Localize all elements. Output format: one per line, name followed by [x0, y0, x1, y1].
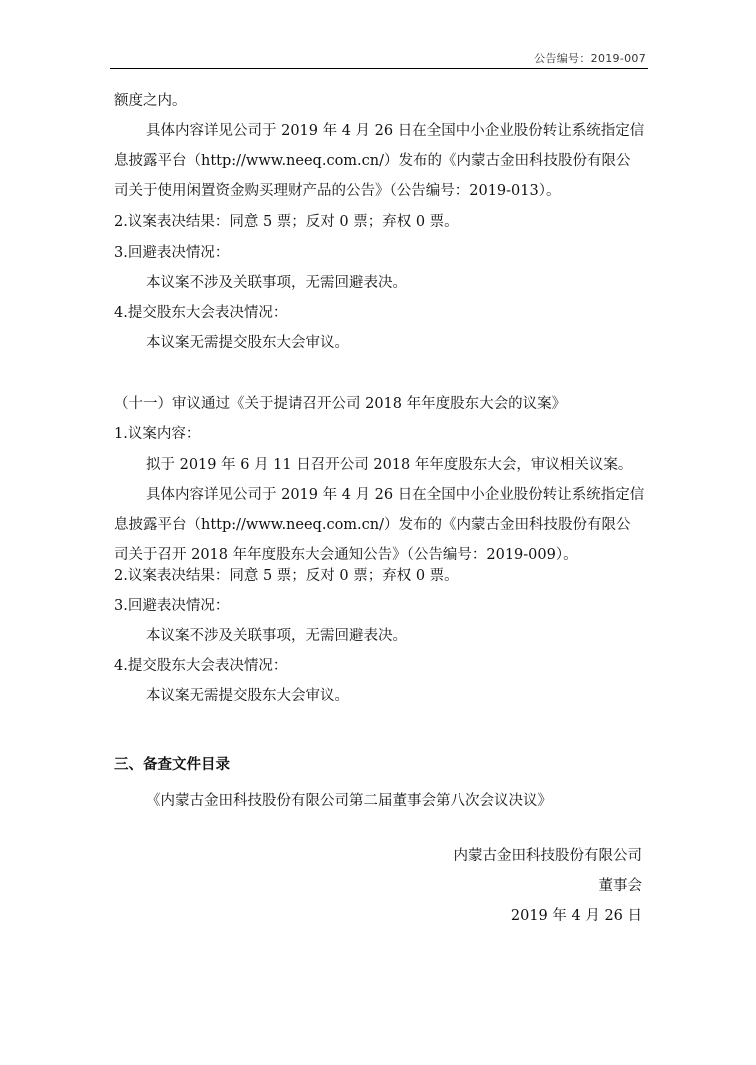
detail-line: 息披露平台（http://www.neeq.com.cn/）发布的《内蒙古金田科技股份有限公	[114, 153, 631, 169]
submit-title: 4.提交股东大会表决情况：	[114, 305, 288, 321]
company-name: 内蒙古金田科技股份有限公司	[453, 848, 642, 864]
announcement-number: 公告编号：2019-007	[534, 52, 646, 65]
submit-title: 4.提交股东大会表决情况：	[114, 658, 288, 674]
content-text: 拟于 2019 年 6 月 11 日召开公司 2018 年年度股东大会，审议相关议案。	[146, 457, 633, 473]
submit-text: 本议案无需提交股东大会审议。	[146, 335, 349, 351]
vote-result: 2.议案表决结果：同意 5 票；反对 0 票；弃权 0 票。	[114, 214, 459, 230]
detail-line: 司关于使用闲置资金购买理财产品的公告》（公告编号：2019-013）。	[114, 183, 561, 199]
detail-line: 息披露平台（http://www.neeq.com.cn/）发布的《内蒙古金田科技股份有限公	[114, 517, 631, 533]
recusal-text: 本议案不涉及关联事项，无需回避表决。	[146, 628, 407, 644]
paragraph-line: 额度之内。	[114, 93, 187, 109]
submit-text: 本议案无需提交股东大会审议。	[146, 688, 349, 704]
section-title: （十一）审议通过《关于提请召开公司 2018 年年度股东大会的议案》	[114, 396, 567, 412]
header-divider	[110, 68, 648, 69]
recusal-text: 本议案不涉及关联事项，无需回避表决。	[146, 275, 407, 291]
board-name: 董事会	[598, 878, 642, 894]
recusal-title: 3.回避表决情况：	[114, 245, 230, 261]
section-heading: 三、备查文件目录	[114, 757, 230, 773]
recusal-title: 3.回避表决情况：	[114, 598, 230, 614]
vote-result: 2.议案表决结果：同意 5 票；反对 0 票；弃权 0 票。	[114, 568, 459, 584]
detail-line: 具体内容详见公司于 2019 年 4 月 26 日在全国中小企业股份转让系统指定信	[146, 123, 645, 139]
signature-date: 2019 年 4 月 26 日	[510, 908, 642, 924]
content-title: 1.议案内容：	[114, 426, 201, 442]
detail-line: 司关于召开 2018 年年度股东大会通知公告》（公告编号：2019-009）。	[114, 547, 578, 563]
detail-line: 具体内容详见公司于 2019 年 4 月 26 日在全国中小企业股份转让系统指定信	[146, 487, 645, 503]
reference-document: 《内蒙古金田科技股份有限公司第二届董事会第八次会议决议》	[146, 793, 552, 809]
